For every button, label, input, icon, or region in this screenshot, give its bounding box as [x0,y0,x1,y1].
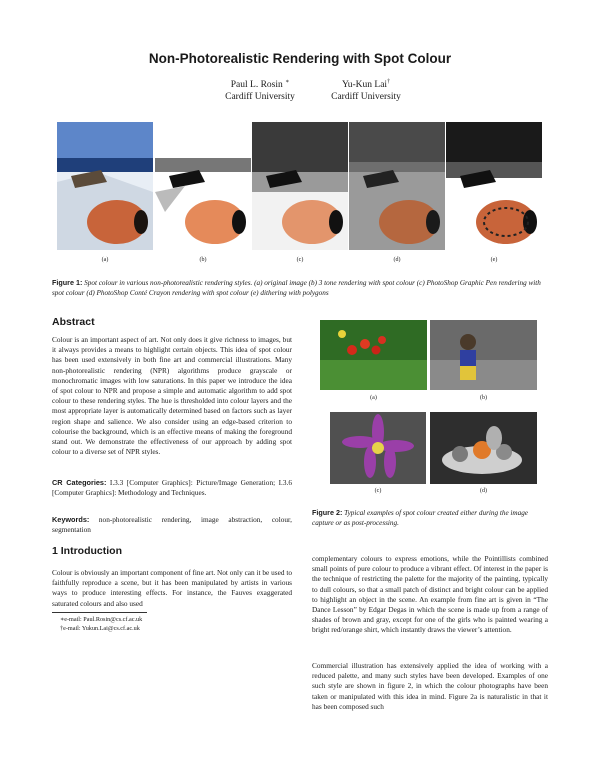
figure-1-caption [52,278,548,298]
keywords-text: non-photorealistic rendering, image abstraction, colour, segmentation [52,515,292,535]
figure-1e-image [446,122,542,250]
caption-text: Spot colour in various non-photorealistic rendering styles. (a) original image (b) 3 tone rendering with spot colour (c) PhotoShop Graphic Pen rendering with spot colour (d) PhotoShop Conté Crayon rendering with spot colour (e) dithering with polygons [52,279,541,297]
figure-1b-image [155,122,251,250]
keywords-label: Keywords: [52,515,90,524]
figure-1-panel-label: (e) [490,257,498,263]
right-paragraph-2: Commercial illustration has extensively applied the idea of working with a reduced palette, and many such styles have been developed. Examples of one such style are shown in figure 2, in which the colour photographs have been taken or manipulated with this idea in mind. Figure 2a is naturalistic in that it has been composed such [312,661,548,711]
figure-1-panel-label: (c) [296,257,304,263]
figure-2-panel-label: (c) [374,488,382,494]
figure-1c-image [252,122,348,250]
author-affiliation: Cardiff University [331,92,401,103]
abstract-heading: Abstract [52,316,95,328]
figure-2c-image [330,412,426,484]
author-mark: † [387,79,391,85]
figure-1a-image [57,122,153,250]
footnote-2: †e-mail: Yukun.Lai@cs.cf.ac.uk [60,625,140,632]
footnote-rule [52,612,147,613]
caption-label: Figure 2: [312,508,343,517]
author-2 [296,76,436,103]
figure-2d-image [430,412,537,484]
paper-title: Non-Photorealistic Rendering with Spot Colour [148,51,452,66]
cr-text: I.3.3 [Computer Graphics]: Picture/Image Generation; I.3.6 [Computer Graphics]: Methodology and Techniques. [52,478,293,498]
author-affiliation: Cardiff University [225,92,295,103]
author-name: Paul L. Rosin [230,80,283,91]
introduction-text: Colour is obviously an important component of fine art. Not only can it be used to faithfully reproduce a scene, but it has been manipulated by artists in various ways to produce interesting effects. For instance, the Fauves exaggerated saturated colours and also used [52,568,292,608]
figure-2-panel-label: (b) [480,395,487,401]
figure-1d-image [349,122,445,250]
figure-1-panel-label: (a) [101,257,109,263]
cr-label: CR Categories: [52,478,107,487]
caption-label: Figure 1: [52,278,83,287]
right-paragraph-1: complementary colours to express emotions, while the Pointillists combined small points of pure colour to produce a vibrant effect. Of interest in the paper is the technique of restricting the palette for the majority of the painting, typically to dull colours, so that a small patch of distinct and bright colour can be applied to highlight an object in the scene. An example from fine art is given in “The Dance Lesson” by Edgar Degas in which the scene is made up from a range of shades of brown and gray, except for one of the girls who is painted wearing a bright red/orange shirt, which instantly draws the viewer’s attention. [312,554,548,635]
figure-2-panel-label: (a) [370,395,377,401]
figure-2-caption [312,508,548,528]
figure-1-panel-label: (b) [199,257,207,263]
author-name: Yu-Kun Lai [341,80,388,91]
cr-categories [52,478,292,498]
figure-2a-image [320,320,427,390]
abstract-text: Colour is an important aspect of art. Not only does it give richness to images, but it always provides a means to highlight certain objects. This idea of spot colour has been used extensively in both fine art and commercial illustrations. Many non-photorealistic rendering (NPR) algorithms produce grayscale or monochromatic images with low saturations. In this paper we introduce the idea of spot colour to NPR and propose a simple and automatic algorithm to add spot colour to these rendering styles. The hue is thresholded into colour layers and the most appropriate layer is automatically determined based on factors such as layer region shape and salience. We also consider using an edge-based criterion to colourise the background, which is an effective means of making the foreground stand out. We demonstrate the effectiveness of our approach by adding spot colour to a diverse set of NPR styles. [52,335,292,457]
figure-2-panel-label: (d) [480,488,487,494]
figure-1-panel-label: (d) [393,257,401,263]
caption-text: Typical examples of spot colour created either during the image capture or as post-processing. [312,509,528,527]
introduction-heading: 1 Introduction [52,545,122,557]
figure-2b-image [430,320,537,390]
author-mark: ∗ [285,79,290,85]
keywords [52,515,292,535]
footnote-1: ∗e-mail: Paul.Rosin@cs.cf.ac.uk [60,616,143,623]
